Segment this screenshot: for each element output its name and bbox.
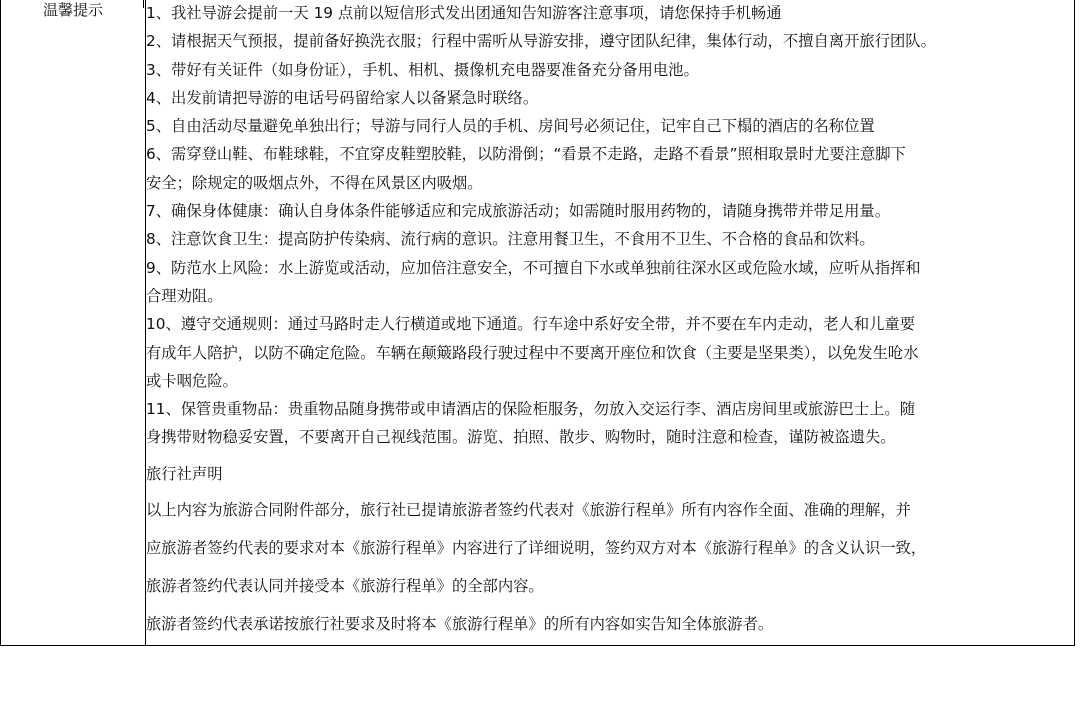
notice-line: 9、防范水上风险：水上游览或活动，应加倍注意安全，不可擅自下水或单独前往深水区或危险水域，应听从指挥和 [146, 258, 921, 277]
declaration-line: 以上内容为旅游合同附件部分，旅行社已提请旅游者签约代表对《旅游行程单》所有内容作全面、准确的理解，并 [146, 500, 911, 519]
notice-line: 4、出发前请把导游的电话号码留给家人以备紧急时联络。 [146, 88, 539, 107]
notice-line: 5、自由活动尽量避免单独出行；导游与同行人员的手机、房间号必须记住，记牢自己下榻的酒店的名称位置 [146, 117, 875, 136]
warm-tips-label: 温馨提示 [42, 1, 103, 19]
tips-row [1, 0, 1075, 645]
notice-line: 11、保管贵重物品：贵重物品随身携带或申请酒店的保险柜服务，勿放入交运行李、酒店房间里或旅游巴士上。随 [146, 400, 916, 419]
notice-line: 3、带好有关证件（如身份证），手机、相机、摄像机充电器要准备充分备用电池。 [146, 60, 699, 79]
notice-list [146, 0, 1074, 452]
agency-declaration [146, 463, 1074, 645]
notice-line: 7、确保身体健康：确认自身体条件能够适应和完成旅游活动；如需随时服用药物的，请随身携带并带足用量。 [146, 202, 890, 221]
declaration-line: 应旅游者签约代表的要求对本《旅游行程单》内容进行了详细说明，签约双方对本《旅游行程单》的含义认识一致， [146, 538, 927, 557]
declaration-line: 旅游者签约代表承诺按旅行社要求及时将本《旅游行程单》的所有内容如实告知全体旅游者。 [146, 614, 774, 633]
notice-line: 安全；除规定的吸烟点外，不得在风景区内吸烟。 [146, 173, 483, 192]
notice-line: 6、需穿登山鞋、布鞋球鞋，不宜穿皮鞋塑胶鞋，以防滑倒；“看景不走路，走路不看景”照相取景时尤要注意脚下 [146, 145, 906, 164]
declaration-line: 旅游者签约代表认同并接受本《旅游行程单》的全部内容。 [146, 576, 544, 595]
row-content [146, 0, 1075, 645]
row-label [1, 0, 146, 645]
notice-line: 有成年人陪护，以防不确定危险。车辆在颠簸路段行驶过程中不要离开座位和饮食（主要是坚果类），以免发生呛水 [146, 343, 919, 362]
notice-line: 身携带财物稳妥安置，不要离开自己视线范围。游览、拍照、散步、购物时，随时注意和检查，谨防被盗遗失。 [146, 428, 896, 447]
notice-line: 或卡咽危险。 [146, 371, 238, 390]
notice-line: 合理劝阻。 [146, 286, 223, 305]
notice-line: 2、请根据天气预报，提前备好换洗衣服；行程中需听从导游安排，遵守团队纪律，集体行动，不擅自离开旅行团队。 [146, 32, 936, 51]
notice-line: 10、遵守交通规则：通过马路时走人行横道或地下通道。行车途中系好安全带，并不要在车内走动，老人和儿童要 [146, 315, 916, 334]
declaration-title: 旅行社声明 [146, 464, 223, 483]
notice-line: 1、我社导游会提前一天 19 点前以短信形式发出团通知告知游客注意事项，请您保持手机畅通 [146, 4, 782, 22]
notice-line: 8、注意饮食卫生：提高防护传染病、流行病的意识。注意用餐卫生，不食用不卫生、不合格的食品和饮料。 [146, 230, 875, 249]
